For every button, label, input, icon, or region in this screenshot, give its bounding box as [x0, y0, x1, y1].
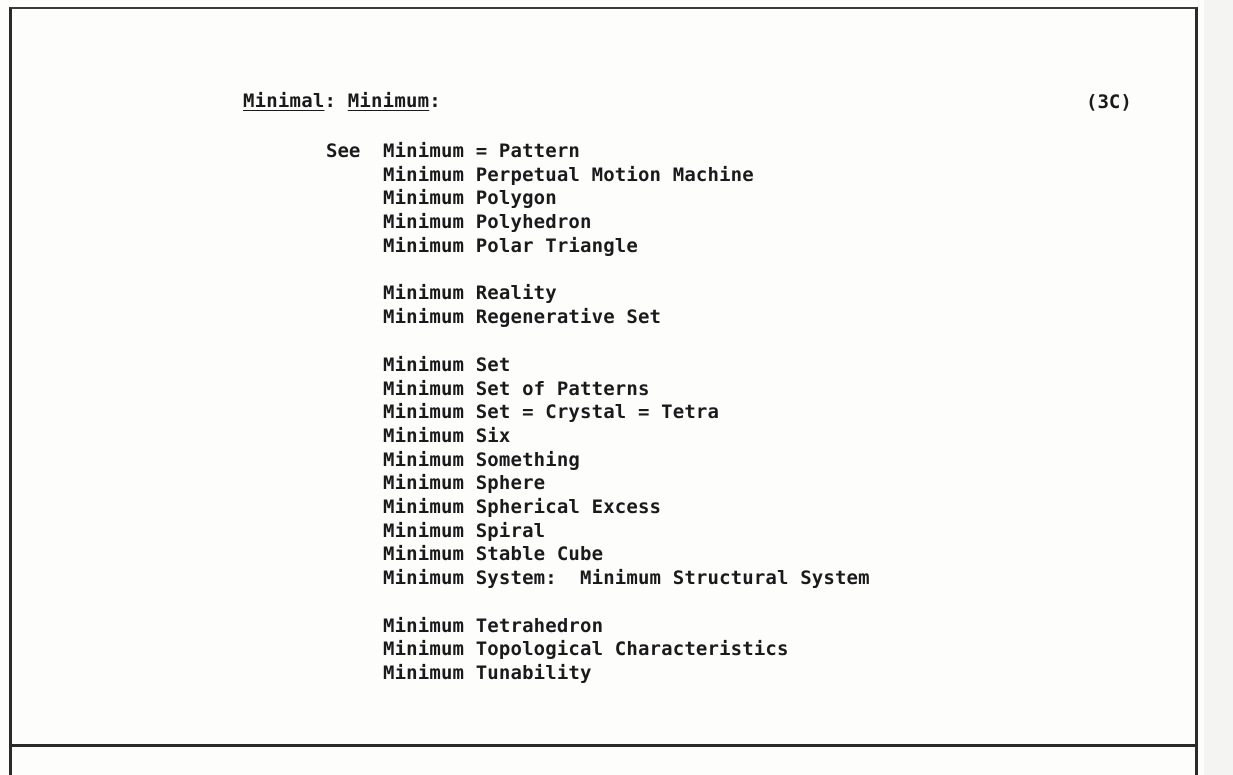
list-item: Minimum Something [383, 448, 581, 471]
heading-term-minimal: Minimal [243, 90, 325, 112]
heading-colon: : [429, 90, 441, 112]
list-item: Minimum Perpetual Motion Machine [383, 163, 754, 186]
list-item: Minimum = Pattern [383, 140, 581, 162]
card-heading [243, 90, 441, 112]
list-item: Minimum Six [383, 424, 511, 447]
next-card-left-edge [9, 747, 12, 775]
list-item: Minimum Tetrahedron [383, 614, 604, 637]
list-item: Minimum Set = Crystal = Tetra [383, 401, 720, 424]
list-item: Minimum Regenerative Set [383, 306, 662, 329]
list-item: Minimum Stable Cube [383, 543, 604, 566]
list-item: Minimum Polar Triangle [383, 234, 638, 257]
cross-reference-list [383, 140, 870, 686]
list-item: Minimum Polyhedron [383, 211, 592, 234]
list-item: Minimum Spiral [383, 519, 546, 542]
heading-separator: : [324, 90, 348, 112]
list-item: Minimum Sphere [383, 472, 546, 495]
list-item: Minimum Reality [383, 282, 557, 305]
see-label: See [326, 140, 361, 162]
next-card-right-edge [1195, 747, 1198, 775]
list-item: Minimum Set [383, 353, 511, 376]
list-item: Minimum Spherical Excess [383, 495, 662, 518]
list-item: Minimum Tunability [383, 662, 592, 685]
card-id: (3C) [1086, 91, 1132, 113]
list-item: Minimum Set of Patterns [383, 377, 650, 400]
list-item: Minimum System: Minimum Structural System [383, 567, 870, 589]
adjacent-page-margin [1204, 0, 1233, 775]
list-item: Minimum Polygon [383, 187, 557, 210]
heading-term-minimum: Minimum [347, 90, 430, 112]
list-item: Minimum Topological Characteristics [383, 638, 789, 661]
